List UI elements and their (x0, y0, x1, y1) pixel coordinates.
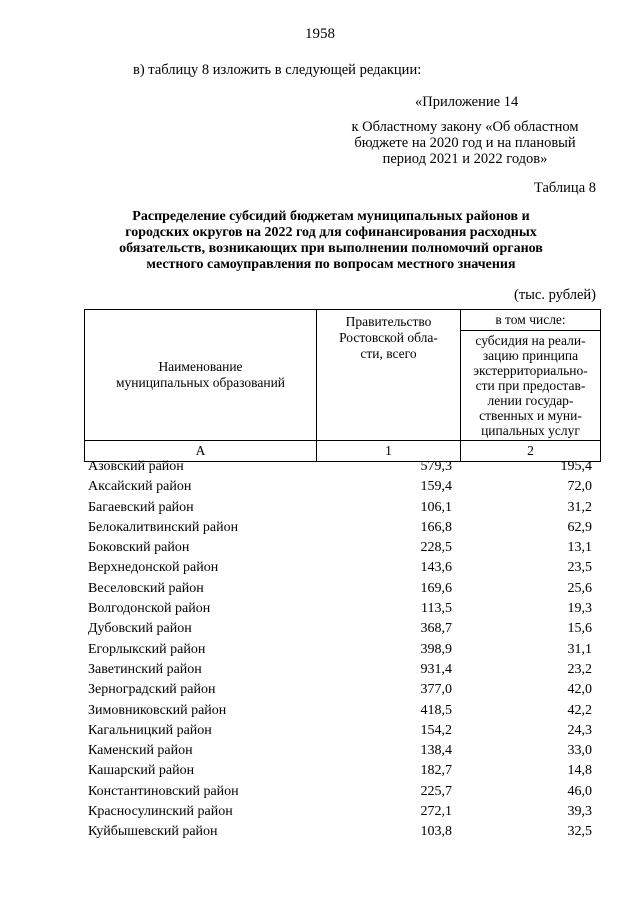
row-total: 182,7 (420, 763, 452, 779)
table-row (88, 599, 596, 619)
row-name: Зерноградский район (88, 682, 216, 698)
row-name: Егорлыкский район (88, 641, 206, 657)
row-total: 103,8 (420, 824, 452, 840)
row-name: Багаевский район (88, 499, 194, 515)
title-line: Распределение субсидий бюджетам муниципальных районов и (132, 209, 530, 224)
table-row (88, 701, 596, 721)
row-name: Азовский район (88, 459, 184, 474)
header-gov-line: Ростовской обла- (339, 330, 438, 345)
table-row (88, 477, 596, 497)
header-sub-line: ципальных услуг (481, 423, 580, 438)
header-sub-line: экстерриториально- (473, 363, 588, 378)
row-subsidy: 15,6 (567, 621, 592, 637)
header-gov-cell (317, 310, 461, 441)
row-name: Веселовский район (88, 580, 204, 596)
law-reference (330, 119, 600, 167)
row-total: 113,5 (421, 601, 452, 617)
row-name: Дубовский район (88, 621, 192, 637)
row-subsidy: 23,2 (567, 661, 592, 677)
row-subsidy: 72,0 (567, 479, 592, 495)
row-total: 166,8 (420, 519, 452, 535)
header-sub-line: сти при предостав- (475, 378, 586, 393)
row-total: 418,5 (420, 702, 452, 718)
table-row (88, 721, 596, 741)
table-row (88, 660, 596, 680)
row-name: Куйбышевский район (88, 824, 218, 840)
header-subsidy-cell (461, 331, 601, 441)
header-gov-line: Правительство (345, 314, 432, 329)
table-row (88, 619, 596, 639)
title-line: местного самоуправления по вопросам местного значения (146, 257, 516, 272)
table-number: Таблица 8 (533, 180, 596, 196)
header-sub-line: лении государ- (487, 393, 574, 408)
row-subsidy: 62,9 (567, 519, 592, 535)
row-total: 377,0 (420, 682, 452, 698)
row-total: 398,9 (420, 641, 452, 657)
row-name: Красносулинский район (88, 804, 233, 820)
row-subsidy: 23,5 (567, 560, 592, 576)
row-subsidy: 42,0 (567, 682, 592, 698)
header-name-line: Наименование (158, 359, 243, 374)
table-row (88, 558, 596, 578)
row-name: Белокалитвинский район (88, 519, 239, 535)
row-total: 154,2 (420, 722, 452, 738)
row-total: 138,4 (420, 743, 452, 759)
title-line: городских округов на 2022 год для софинансирования расходных (125, 225, 537, 240)
row-subsidy: 32,5 (567, 824, 592, 840)
appendix-label: «Приложение 14 (415, 94, 519, 110)
table-row (88, 802, 596, 822)
row-total: 272,1 (420, 804, 452, 820)
row-total: 931,4 (420, 661, 452, 677)
law-line: бюджете на 2020 год и на плановый (354, 135, 576, 151)
row-total: 143,6 (420, 560, 452, 576)
row-total: 228,5 (420, 540, 452, 556)
row-total: 106,1 (420, 499, 452, 515)
row-subsidy: 19,3 (567, 601, 592, 617)
row-name: Кагальницкий район (88, 722, 212, 738)
law-line: период 2021 и 2022 годов» (382, 151, 548, 167)
table-title (90, 209, 572, 273)
header-col-2: 2 (461, 441, 601, 462)
header-col-1: 1 (317, 441, 461, 462)
table-row (88, 782, 596, 802)
header-name-cell (85, 310, 317, 441)
law-line: к Областному закону «Об областном (351, 119, 579, 135)
title-line: обязательств, возникающих при выполнении полномочий органов (119, 241, 543, 256)
table-row (88, 741, 596, 761)
row-name: Верхнедонской район (88, 560, 219, 576)
row-name: Заветинский район (88, 661, 202, 677)
table-row (88, 498, 596, 518)
row-subsidy: 33,0 (567, 743, 592, 759)
table-body (88, 457, 596, 843)
table-row (88, 538, 596, 558)
row-total: 225,7 (420, 783, 452, 799)
row-subsidy: 42,2 (567, 702, 592, 718)
row-subsidy: 39,3 (567, 804, 592, 820)
row-name: Каменский район (88, 743, 193, 759)
row-name: Волгодонской район (88, 601, 211, 617)
row-subsidy: 31,1 (567, 641, 592, 657)
units-label: (тыс. рублей) (514, 287, 596, 303)
table-row (88, 579, 596, 599)
intro-text: в) таблицу 8 изложить в следующей редакции: (133, 62, 422, 78)
row-subsidy: 25,6 (567, 580, 592, 596)
row-total: 368,7 (420, 621, 452, 637)
header-sub-line: ственных и муни- (479, 408, 582, 423)
header-sub-line: субсидия на реали- (475, 333, 586, 348)
row-name: Боковский район (88, 540, 190, 556)
page-number: 1958 (305, 26, 335, 42)
row-subsidy: 13,1 (567, 540, 592, 556)
table-row (88, 457, 596, 477)
row-subsidy: 195,4 (560, 459, 592, 474)
table-row (88, 640, 596, 660)
table-row (88, 518, 596, 538)
row-total: 579,3 (420, 459, 452, 474)
row-name: Зимовниковский район (88, 702, 227, 718)
header-gov-line: сти, всего (360, 346, 417, 361)
row-subsidy: 14,8 (567, 763, 592, 779)
table-row (88, 680, 596, 700)
row-name: Аксайский район (88, 479, 192, 495)
table-row (88, 822, 596, 842)
row-name: Константиновский район (88, 783, 239, 799)
row-subsidy: 31,2 (567, 499, 592, 515)
row-subsidy: 46,0 (567, 783, 592, 799)
header-sub-line: зацию принципа (482, 348, 579, 363)
row-total: 169,6 (420, 580, 452, 596)
row-total: 159,4 (420, 479, 452, 495)
table-header (84, 309, 601, 462)
row-subsidy: 24,3 (567, 722, 592, 738)
header-col-a: А (85, 441, 317, 462)
header-including-cell: в том числе: (461, 310, 601, 331)
table-row (88, 761, 596, 781)
row-name: Кашарский район (88, 763, 195, 779)
header-name-line: муниципальных образований (115, 375, 286, 390)
